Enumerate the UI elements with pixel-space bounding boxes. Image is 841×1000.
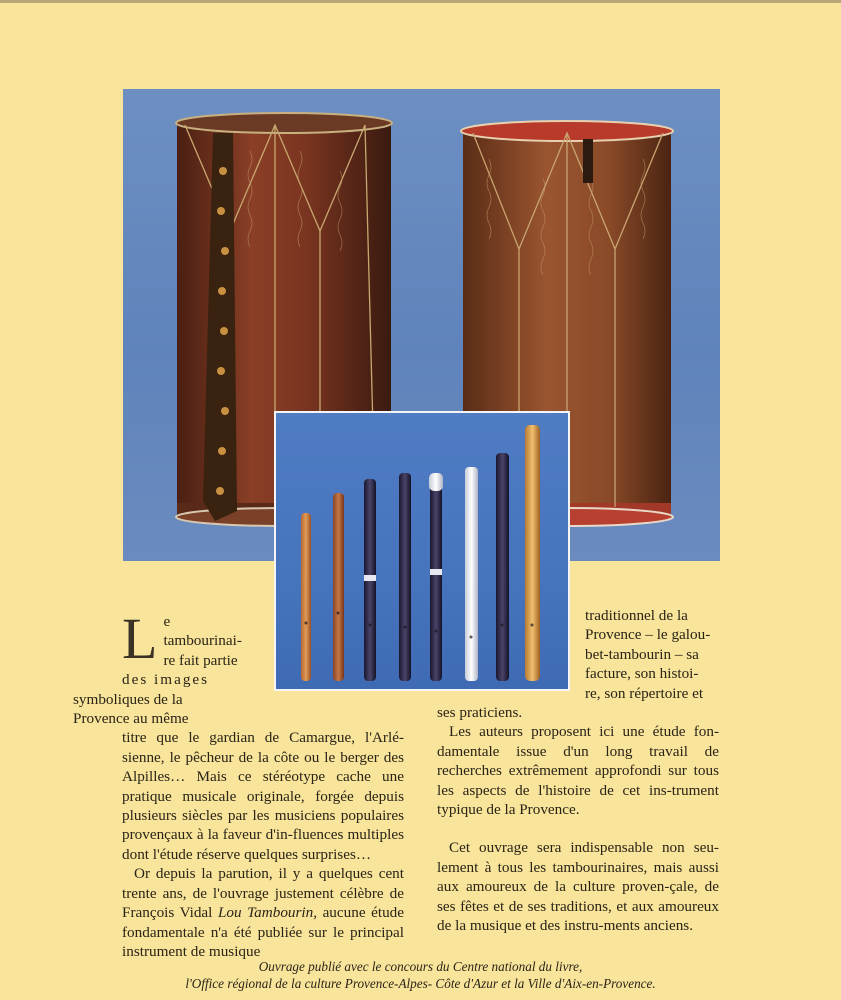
right-top-line: bet-tambourin – sa: [585, 645, 699, 663]
paragraph-2-end: , aucune étude fondamentale n'a été publiée sur le principal instrument de musique: [122, 904, 404, 960]
right-top-line: traditionnel de la: [585, 607, 688, 624]
right-column: [437, 606, 719, 936]
right-top-line: Provence – le galou-: [585, 626, 711, 644]
paragraph-1-rest: titre que le gardian de Camargue, l'Arlé-sienne, le pêcheur de la côte ou le berger des Alpilles… Mais ce stéréotype cache une pratique musicale originale, forgée depuis plusieurs siècles par les musiciens populaires provençaux à la faveur d'in-fluences multiples dont l'étude réserve quelques surprises…: [122, 729, 404, 863]
left-column: [73, 606, 404, 961]
paragraph-2: [122, 864, 404, 961]
paragraph-2-start: Or depuis la parution, il y a quelques cent trente ans, de l'ouvrage justement célèbre de François Vidal: [122, 865, 404, 922]
paragraph-authors: Les auteurs proposent ici une étude fon-damentale issue d'un long travail de recherches extrêmement approfondi sur tous les aspects de l'histoire de cet ins-trument typique de la Provence.: [437, 723, 719, 819]
right-top-lines: [585, 606, 719, 703]
footer-line-2: l'Office régional de la culture Provence-Alpes- Côte d'Azur et la Ville d'Aix-en-Provence.: [185, 976, 656, 991]
narrow-line: des images: [122, 671, 210, 689]
drop-cap: L: [122, 606, 158, 671]
top-edge: [0, 0, 841, 3]
footer-line-1: Ouvrage publié avec le concours du Centre national du livre,: [258, 959, 583, 974]
narrow-line: symboliques de la: [73, 690, 183, 708]
paragraph-audience: Cet ouvrage sera indispensable non seu-lement à tous les tambourinaires, mais aussi aux amoureux de la culture proven-çale, de ses fêtes et de ses traditions, et aux amoureux de la musique et des instru-ments anciens.: [437, 839, 719, 935]
right-top-line: re, son répertoire et: [585, 684, 704, 702]
paragraph-continued: ses praticiens.: [437, 704, 523, 722]
book-title: Lou Tambourin: [217, 904, 314, 922]
narrow-line: re fait partie: [163, 651, 238, 669]
right-top-line: facture, son histoi-: [585, 665, 699, 683]
narrow-line: Provence au même: [73, 710, 189, 728]
narrow-line: e tambourinai-: [163, 613, 242, 650]
